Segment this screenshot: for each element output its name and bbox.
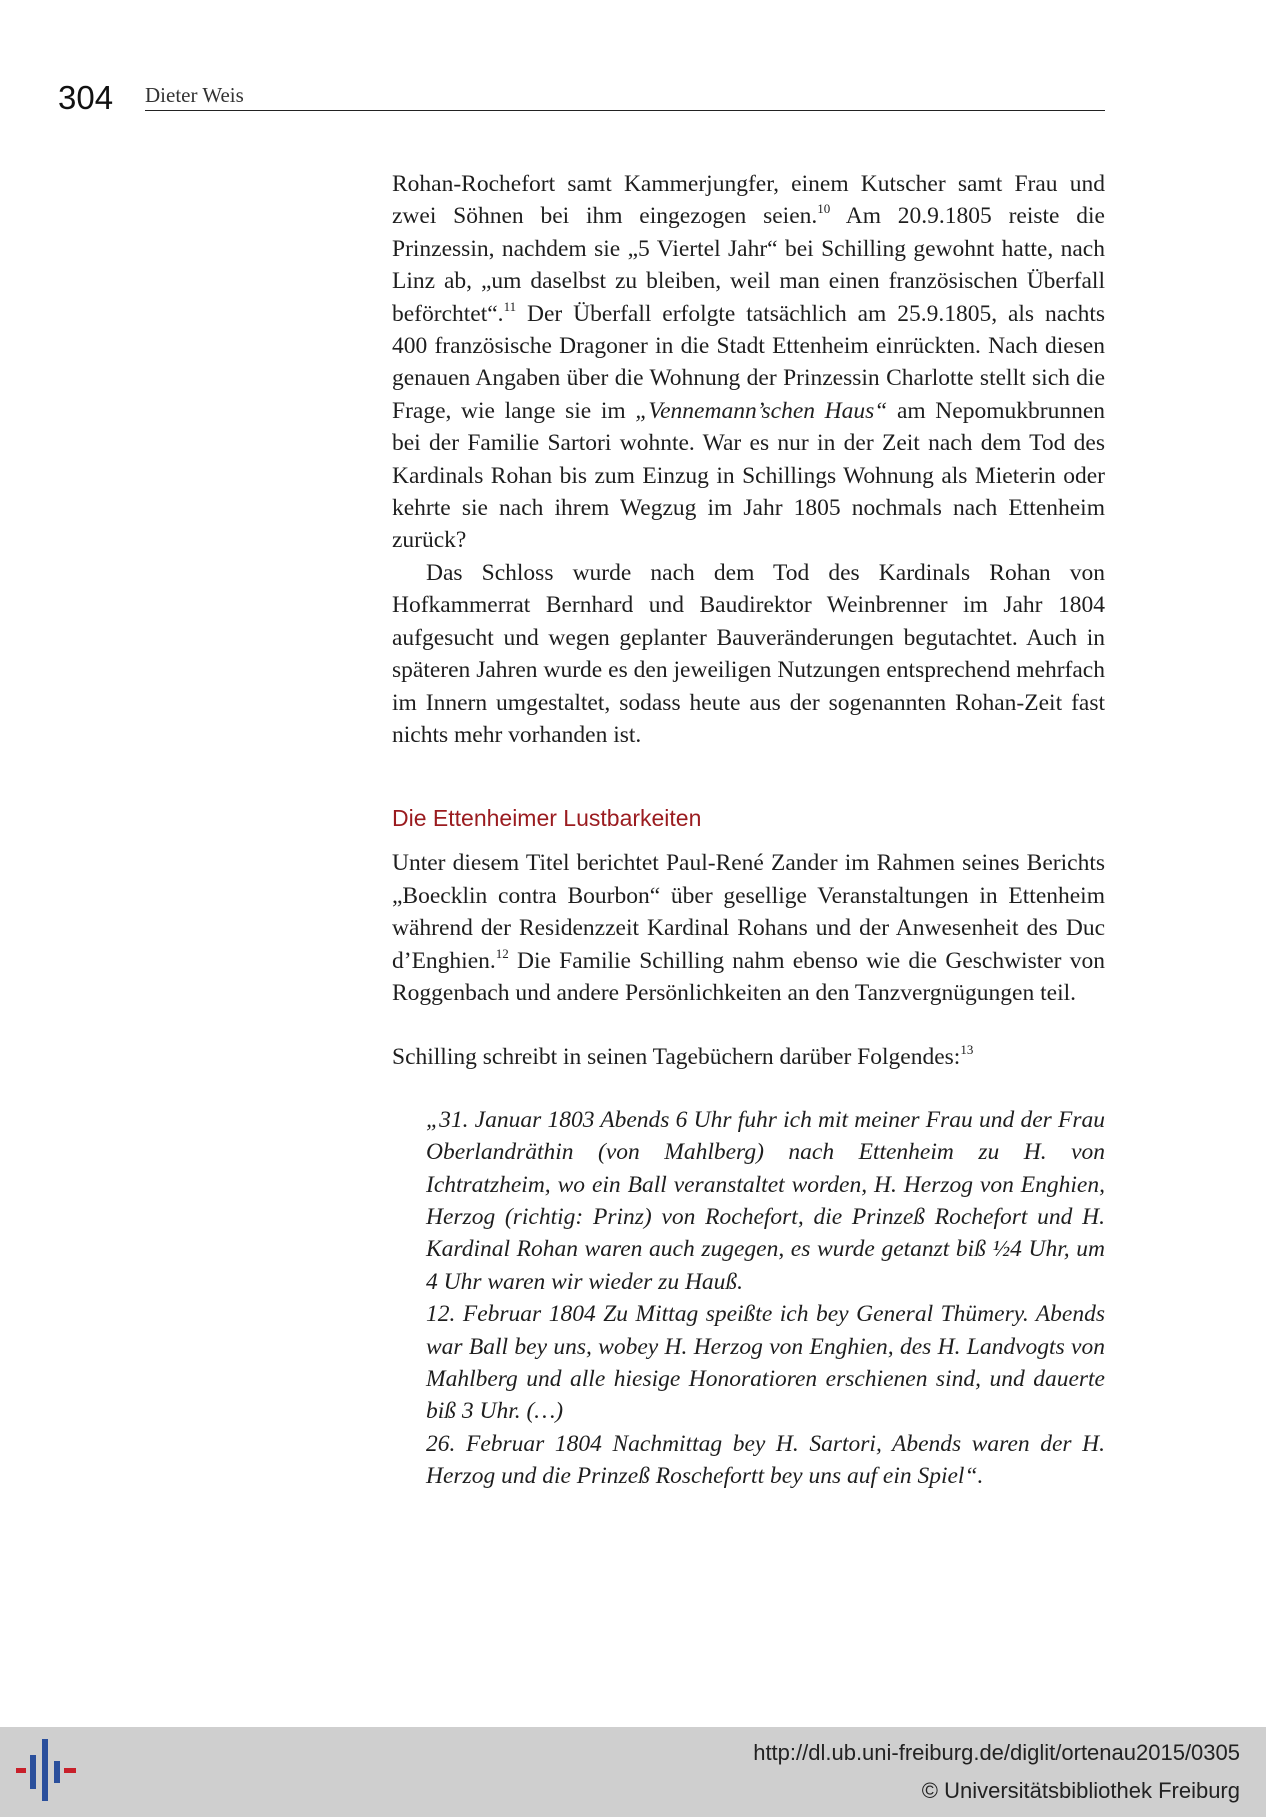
paragraph-1-text-b: Am 20.9.1805 reiste die Prinzessin, nachdem sie „5 Viertel Jahr“ bei Schilling gewohnt hatte, nach Linz ab, „um daselbst zu bleiben, weil man einen französischen Überfall beförchtet“. bbox=[392, 203, 1105, 327]
header-rule bbox=[145, 110, 1105, 111]
footer-band bbox=[0, 1727, 1266, 1817]
section-heading: Die Ettenheimer Lustbarkeiten bbox=[392, 805, 702, 832]
paragraph-1-text-a: Rohan-Rochefort samt Kammerjungfer, einem Kutscher samt Frau und zwei Söhnen bei ihm eingezogen seien. bbox=[392, 171, 1105, 230]
paragraph-1-text-c: Der Überfall erfolgte tatsächlich am 25.9.1805, als nachts 400 französische Dragoner in die Stadt Ettenheim einrückten. Nach diesen genauen Angaben über die Wohnung der Prinzessin Charlotte stellt sich die Frage, wie lange sie im bbox=[392, 300, 1105, 424]
paragraph-4-text: Schilling schreibt in seinen Tagebüchern darüber Folgendes: bbox=[392, 1044, 961, 1071]
quote-entry: „31. Januar 1803 Abends 6 Uhr fuhr ich mit meiner Frau und der Frau Oberlandräthin (von Mahlberg) nach Ettenheim zu H. von Ichtratzheim, wo ein Ball veranstaltet worden, H. Herzog von Enghien, Herzog (richtig: Prinz) von Rochefort, die Prinzeß Rochefort und H. Kardinal Rohan waren auch zugegen, es wurde getanzt biß ½4 Uhr, um 4 Uhr waren wir wieder zu Hauß. bbox=[426, 1106, 1105, 1295]
paragraph-1-italic: „Vennemann’schen Haus“ bbox=[635, 397, 888, 424]
footnote-ref-13: 13 bbox=[960, 1042, 974, 1058]
quote-entry: 12. Februar 1804 Zu Mittag speißte ich bey General Thümery. Abends war Ball bey uns, wobey H. Herzog von Enghien, des H. Landvogts von Mahlberg und alle hiesige Honoratioren erschienen sind, und dauerte biß 3 Uhr. (…) bbox=[426, 1301, 1105, 1425]
text-column bbox=[392, 168, 1105, 1493]
page-number: 304 bbox=[58, 79, 114, 116]
paragraph-gap bbox=[392, 1009, 1105, 1041]
footnote-ref-11: 11 bbox=[503, 298, 517, 314]
diary-quote bbox=[426, 1104, 1105, 1493]
paragraph-3-text-b: Die Familie Schilling nahm ebenso wie die Geschwister von Roggenbach und andere Persönlichkeiten an den Tanzvergnügungen teil. bbox=[392, 947, 1105, 1006]
paragraph-1-text-d: am Nepomukbrunnen bei der Familie Sartori wohnte. War es nur in der Zeit nach dem Tod des Kardinals Rohan bis zum Einzug in Schillings Wohnung als Mieterin oder kehrte sie nach ihrem Wegzug im Jahr 1805 nochmals nach Ettenheim zurück? bbox=[392, 397, 1105, 554]
running-head-author: Dieter Weis bbox=[145, 83, 244, 107]
footnote-ref-10: 10 bbox=[817, 201, 831, 217]
paragraph-4 bbox=[392, 1041, 1105, 1073]
paragraph-2: Das Schloss wurde nach dem Tod des Kardinals Rohan von Hofkammerrat Bernhard und Baudirektor Weinbrenner im Jahr 1804 aufgesucht und wegen geplanter Bauveränderungen begutachtet. Auch in späteren Jahren wurde es den jeweiligen Nutzungen entsprechend mehrfach im Innern umgestaltet, sodass heute aus der sogenannten Rohan-Zeit fast nichts mehr vorhanden ist. bbox=[392, 559, 1105, 748]
paragraph-3 bbox=[392, 847, 1105, 1009]
page-header bbox=[58, 78, 1105, 116]
paragraph-3-text-a: Unter diesem Titel berichtet Paul-René Zander im Rahmen seines Berichts „Boecklin contra Bourbon“ über gesellige Veranstaltungen in Ettenheim während der Residenzzeit Kardinal Rohans und der Anwesenheit des Duc d’Enghien. bbox=[392, 850, 1105, 974]
ub-freiburg-logo-icon bbox=[16, 1739, 76, 1801]
source-url: http://dl.ub.uni-freiburg.de/diglit/ortenau2015/0305 bbox=[753, 1740, 1240, 1765]
copyright-notice: © Universitätsbibliothek Freiburg bbox=[921, 1778, 1240, 1803]
footnote-ref-12: 12 bbox=[495, 945, 509, 961]
quote-entry: 26. Februar 1804 Nachmittag bey H. Sartori, Abends waren der H. Herzog und die Prinzeß Roschefortt bey uns auf ein Spiel“. bbox=[426, 1430, 1105, 1490]
paragraph-1 bbox=[392, 168, 1105, 557]
